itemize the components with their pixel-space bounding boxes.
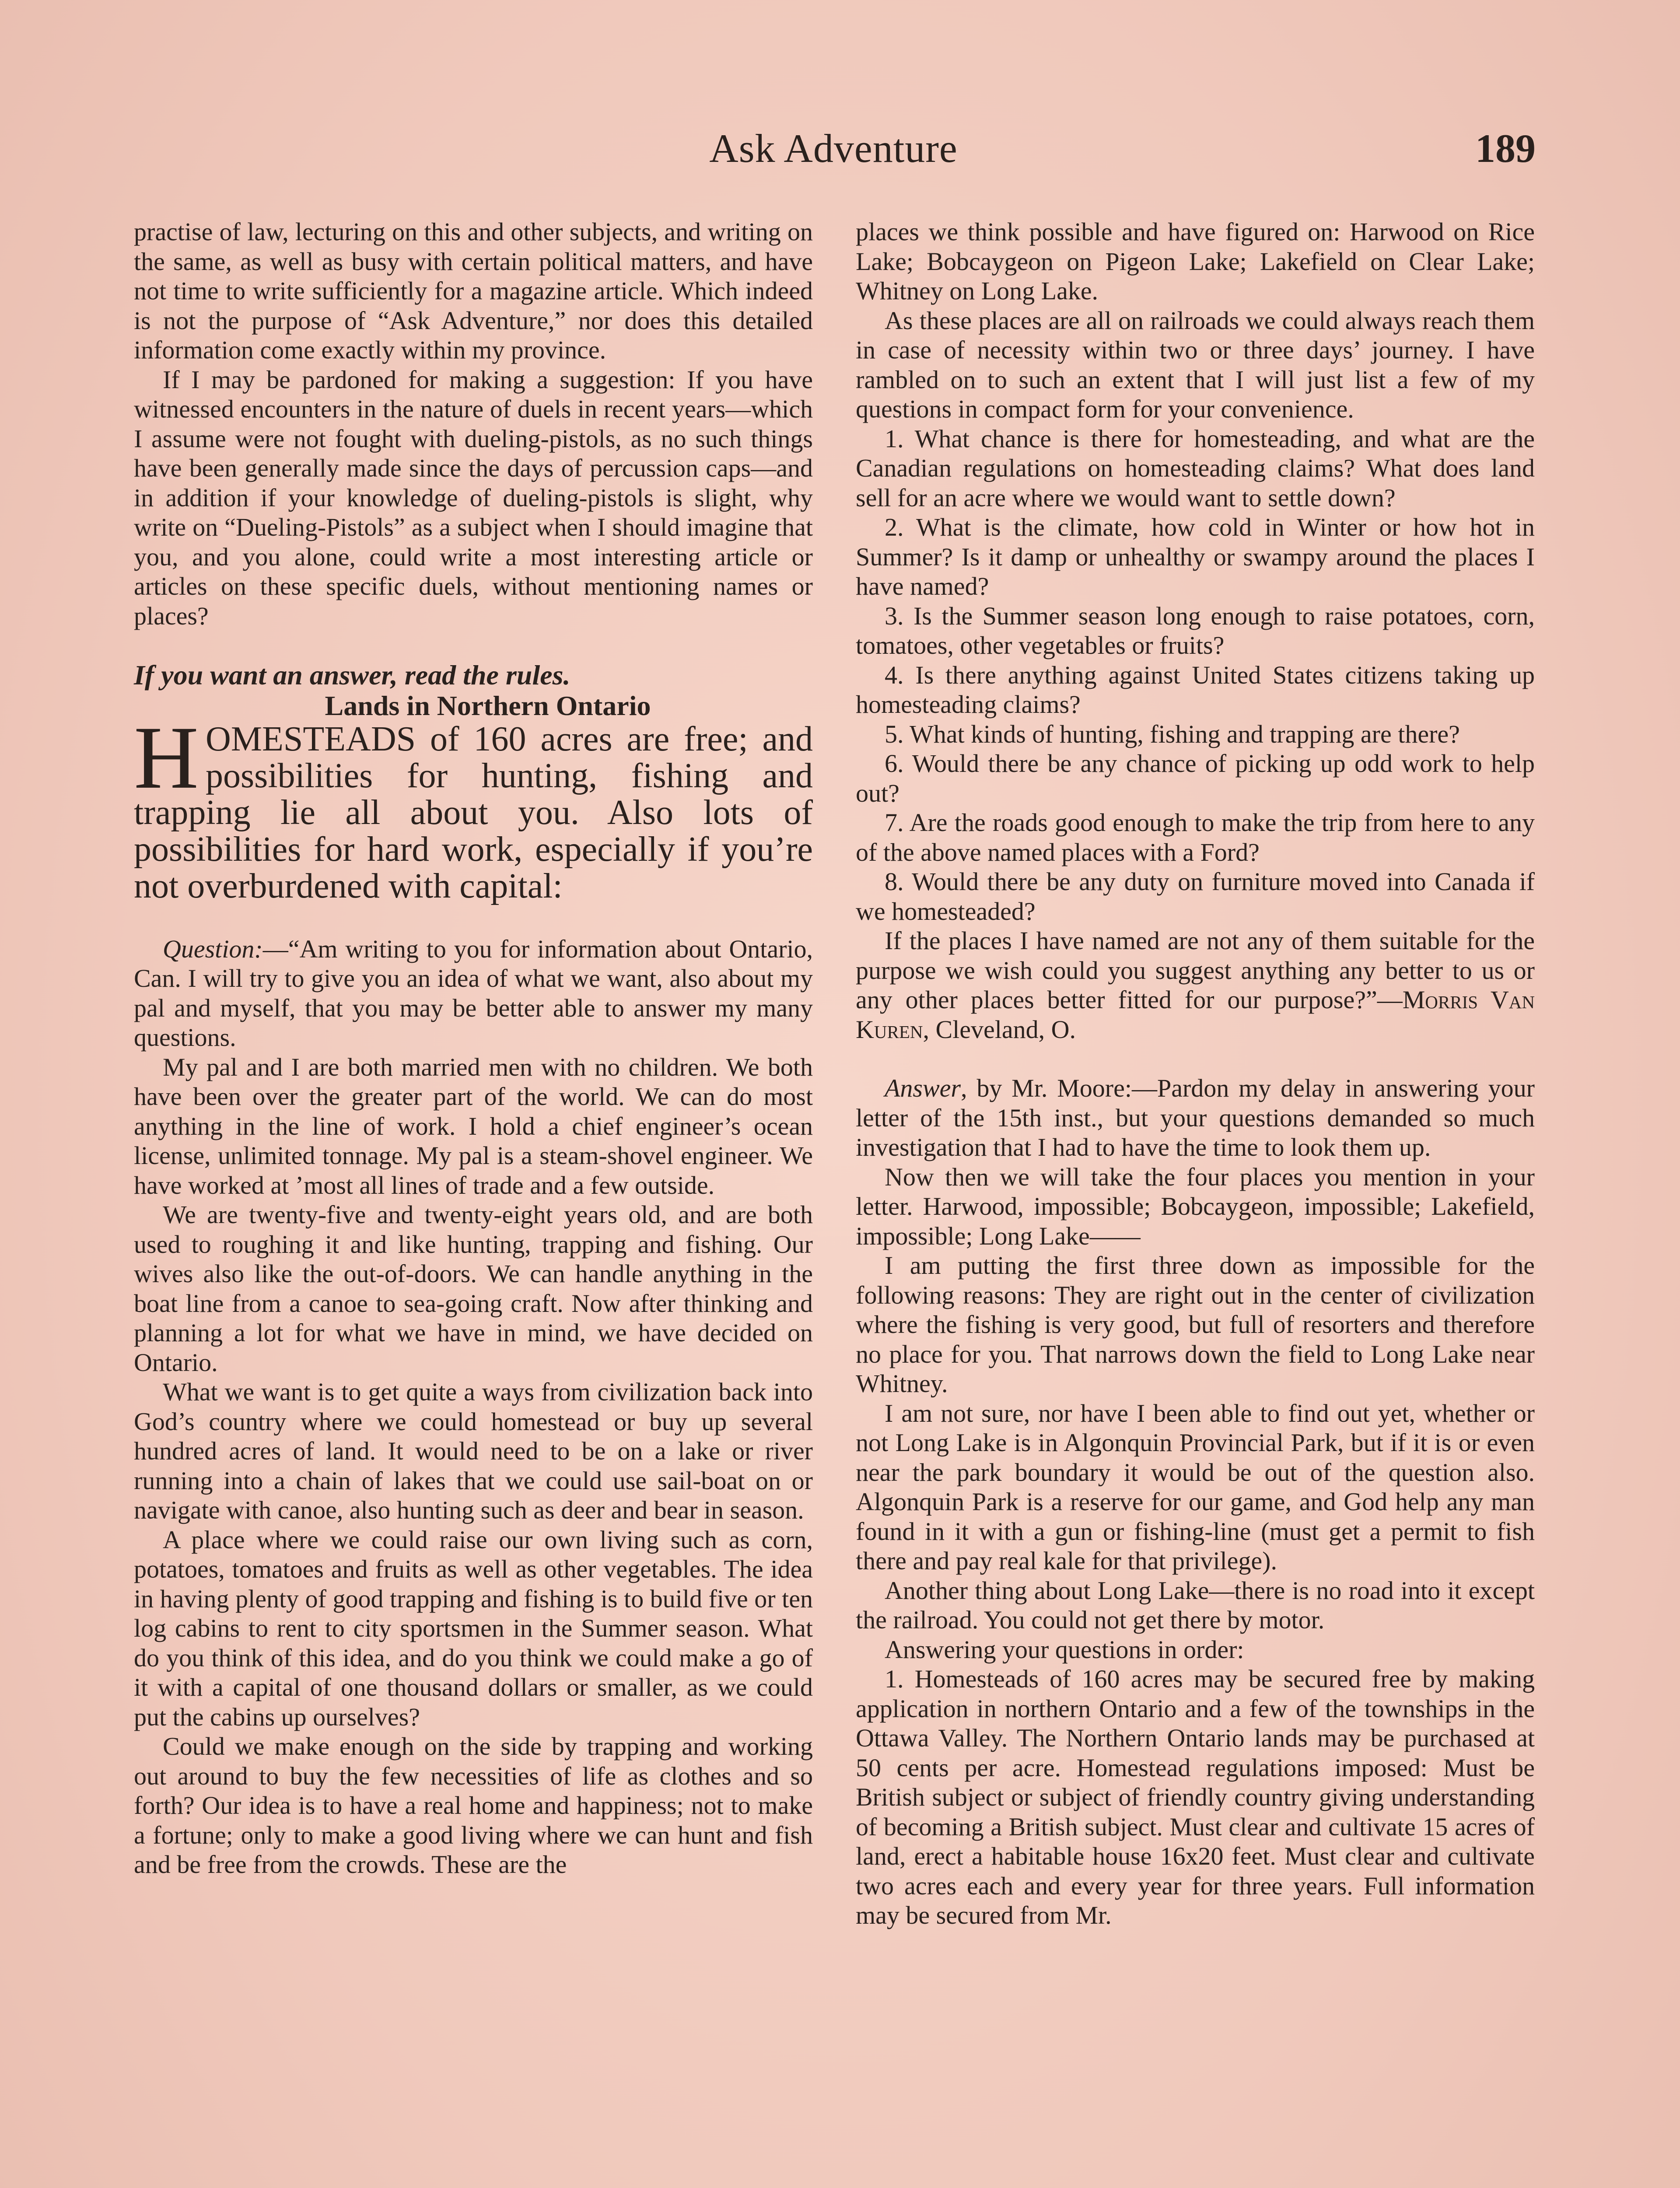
paragraph: If I may be pardoned for making a suggestion: If you have witnessed encounters in the nature of duels in recent years—which I assume were not fought with dueling-pistols, as no such things have been generally made since the days of percussion caps—and in addition if your knowledge of dueling-pistols is slight, why write on “Dueling-Pistols” as a subject when I should imagine that you, and you alone, could write a most interesting article or articles on these specific duels, without mentioning names or places? bbox=[134, 365, 813, 630]
paragraph: Another thing about Long Lake—there is no road into it except the railroad. You could not get there by motor. bbox=[856, 1576, 1535, 1634]
page-header bbox=[131, 125, 1536, 178]
question-text: —“Am writing to you for information about Ontario, Can. I will try to give you an idea of what we want, also about my pal and myself, that you may be better able to answer my many questions. bbox=[134, 934, 813, 1052]
question-item: 4. Is there anything against United States citizens taking up homesteading claims? bbox=[856, 660, 1535, 719]
paragraph: Could we make enough on the side by trapping and working out around to buy the few necessities of life as clothes and so forth? Our idea is to have a real home and happiness; not to make a fortune; only to make a good living where we can hunt and fish and be free from the crowds. These are the bbox=[134, 1732, 813, 1879]
answer-item: 1. Homesteads of 160 acres may be secured free by making application in northern Ontario and a few of the townships in the Ottawa Valley. The Northern Ontario lands may be purchased at 50 cents per acre. Homestead regulations imposed: Must be British subject or subject of friendly country giving understanding of becoming a British subject. Must clear and cultivate 15 acres of land, erect a habitable house 16x20 feet. Must clear and cultivate two acres each and every year for three years. Full information may be secured from Mr. bbox=[856, 1665, 1535, 1929]
question-label: Question: bbox=[163, 934, 263, 963]
page-number: 189 bbox=[1475, 126, 1536, 171]
question-item: 6. Would there be any chance of picking up odd work to help out? bbox=[856, 749, 1535, 807]
question-item: 5. What kinds of hunting, fishing and trapping are there? bbox=[885, 719, 1460, 748]
paragraph: Now then we will take the four places you mention in your letter. Harwood, impossible; Bobcaygeon, impossible; Lakefield, impossible; Long Lake—— bbox=[856, 1162, 1535, 1250]
paragraph: My pal and I are both married men with no children. We both have been over the greater part of the world. We can do most anything in the line of work. I hold a chief engineer’s ocean license, unlimited tonnage. My pal is a steam-shovel engineer. We have worked at ’most all lines of trade and a few outside. bbox=[134, 1052, 813, 1199]
answer-text: , by Mr. Moore:—Pardon my delay in answering your letter of the 15th inst., but your questions demanded so much investigation that I had to have the time to look them up. bbox=[856, 1074, 1535, 1161]
rules-note: If you want an answer, read the rules. bbox=[134, 659, 570, 691]
signature-place: , Cleveland, O. bbox=[923, 1015, 1076, 1044]
paragraph: I am putting the first three down as impossible for the following reasons: They are right out in the center of civilization where the fishing is very good, but full of resorters and therefore no place for you. That narrows down the field to Long Lake near Whitney. bbox=[856, 1251, 1535, 1398]
question-item: 8. Would there be any duty on furniture moved into Canada if we homesteaded? bbox=[856, 867, 1535, 926]
drop-cap: H bbox=[134, 708, 199, 807]
answer-label: Answer bbox=[885, 1074, 961, 1102]
paragraph: practise of law, lecturing on this and other subjects, and writing on the same, as well as busy with certain political matters, and have not time to write sufficiently for a magazine article. Which indeed is not the purpose of “Ask Adventure,” nor does this detailed information come exactly within my province. bbox=[134, 217, 813, 364]
signature-name: Morris Van Kuren bbox=[856, 985, 1535, 1044]
lede-text: OMESTEADS of 160 acres are free; and possibilities for hunting, fishing and trapping lie all about you. Also lots of possibilities for hard work, especially if you’re not overburdened with capital: bbox=[134, 719, 813, 905]
section-title: Lands in Northern Ontario bbox=[325, 690, 651, 721]
question-item: 2. What is the climate, how cold in Winter or how hot in Summer? Is it damp or unhealthy or swampy around the places I have named? bbox=[856, 513, 1535, 600]
question-item: 1. What chance is there for homesteading, and what are the Canadian regulations on homesteading claims? What does land sell for an acre where we would want to settle down? bbox=[856, 424, 1535, 512]
paragraph: As these places are all on railroads we could always reach them in case of necessity within two or three days’ journey. I have rambled on to such an extent that I will just list a few of my questions in compact form for your convenience. bbox=[856, 306, 1535, 423]
running-title: Ask Adventure bbox=[709, 126, 958, 171]
closing-text: If the places I have named are not any of them suitable for the purpose we wish could you suggest anything any better to us or any other places better fitted for our purpose?”— bbox=[856, 926, 1535, 1014]
paragraph: places we think possible and have figured on: Harwood on Rice Lake; Bobcaygeon on Pigeon Lake; Lakefield on Clear Lake; Whitney on Long Lake. bbox=[856, 217, 1535, 305]
closing-paragraph bbox=[856, 926, 1535, 1044]
question-paragraph bbox=[134, 934, 813, 1052]
paragraph: A place where we could raise our own living such as corn, potatoes, tomatoes and fruits as well as other vegetables. The idea in having plenty of good trapping and fishing is to build five or ten log cabins to rent to city sportsmen in the Summer season. What do you think of this idea, and do you think we could make a go of it with a capital of one thousand dollars or smaller, as we could put the cabins up ourselves? bbox=[134, 1525, 813, 1731]
question-item: 7. Are the roads good enough to make the trip from here to any of the above named places with a Ford? bbox=[856, 808, 1535, 866]
paragraph: Answering your questions in order: bbox=[885, 1635, 1244, 1664]
right-column bbox=[856, 217, 1535, 1930]
paragraph: What we want is to get quite a ways from civilization back into God’s country where we could homestead or buy up several hundred acres of land. It would need to be on a lake or river running into a chain of lakes that we could use sail-boat on or navigate with canoe, also hunting such as deer and bear in season. bbox=[134, 1378, 813, 1524]
paragraph: I am not sure, nor have I been able to find out yet, whether or not Long Lake is in Algonquin Provincial Park, but if it is or even near the park boundary it would be out of the question also. Algonquin Park is a reserve for our game, and God help any man found in it with a gun or fishing-line (must get a permit to fish there and pay real kale for that privilege). bbox=[856, 1399, 1535, 1575]
paragraph: We are twenty-five and twenty-eight years old, and are both used to roughing it and like hunting, trapping and fishing. Our wives also like the out-of-doors. We can handle anything in the boat line from a canoe to sea-going craft. Now after thinking and planning a lot for what we have in mind, we have decided on Ontario. bbox=[134, 1200, 813, 1377]
question-item: 3. Is the Summer season long enough to raise potatoes, corn, tomatoes, other vegetables or fruits? bbox=[856, 601, 1535, 659]
left-column bbox=[134, 217, 813, 1879]
lede-paragraph bbox=[134, 708, 813, 905]
answer-paragraph bbox=[856, 1073, 1535, 1162]
